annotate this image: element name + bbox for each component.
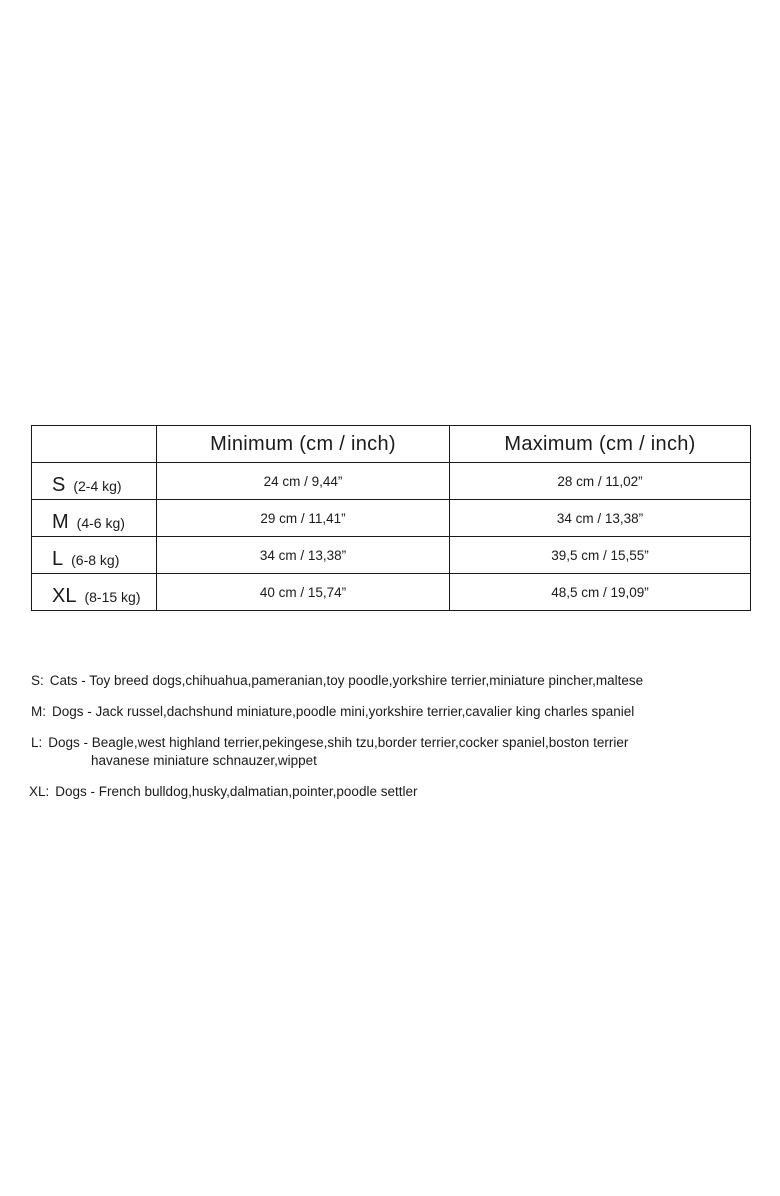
- max-value: 28 cm / 11,02”: [450, 463, 751, 500]
- size-chart-table: [31, 425, 751, 611]
- max-value: 34 cm / 13,38”: [450, 500, 751, 537]
- note-continuation: havanese miniature schnauzer,wippet: [91, 753, 317, 768]
- note-label: XL:: [29, 784, 50, 799]
- note-text: Dogs - Jack russel,dachshund miniature,poodle mini,yorkshire terrier,cavalier king charles spaniel: [52, 704, 635, 719]
- size-label: S: [52, 474, 66, 496]
- size-cell: [32, 463, 157, 500]
- min-value: 24 cm / 9,44”: [157, 463, 450, 500]
- table-row: [32, 463, 751, 500]
- breed-notes: [31, 672, 751, 814]
- note-l: [31, 734, 751, 770]
- size-label: L: [52, 548, 64, 570]
- table-row: [32, 537, 751, 574]
- note-xl: [29, 783, 751, 801]
- max-value: 48,5 cm / 19,09”: [450, 574, 751, 611]
- header-size: [32, 426, 157, 463]
- table-header-row: [32, 426, 751, 463]
- header-maximum: Maximum (cm / inch): [450, 426, 751, 463]
- note-label: L:: [31, 735, 43, 750]
- note-label: M:: [31, 704, 46, 719]
- note-text: Cats - Toy breed dogs,chihuahua,pameranian,toy poodle,yorkshire terrier,miniature pincher,maltese: [49, 673, 644, 688]
- note-text: Dogs - Beagle,west highland terrier,pekingese,shih tzu,border terrier,cocker spaniel,boston terrier: [48, 735, 629, 750]
- size-weight: (4-6 kg): [76, 515, 125, 531]
- min-value: 34 cm / 13,38”: [157, 537, 450, 574]
- note-label: S:: [31, 673, 44, 688]
- size-weight: (6-8 kg): [71, 552, 120, 568]
- size-cell: [32, 574, 157, 611]
- note-s: [31, 672, 751, 690]
- note-m: [31, 703, 751, 721]
- size-cell: [32, 500, 157, 537]
- min-value: 40 cm / 15,74”: [157, 574, 450, 611]
- size-cell: [32, 537, 157, 574]
- min-value: 29 cm / 11,41”: [157, 500, 450, 537]
- note-text: Dogs - French bulldog,husky,dalmatian,pointer,poodle settler: [55, 784, 418, 799]
- max-value: 39,5 cm / 15,55”: [450, 537, 751, 574]
- size-weight: (2-4 kg): [73, 478, 122, 494]
- header-minimum: Minimum (cm / inch): [157, 426, 450, 463]
- table-row: [32, 574, 751, 611]
- size-label: XL: [52, 585, 77, 607]
- size-label: M: [52, 511, 69, 533]
- table-row: [32, 500, 751, 537]
- size-weight: (8-15 kg): [84, 589, 141, 605]
